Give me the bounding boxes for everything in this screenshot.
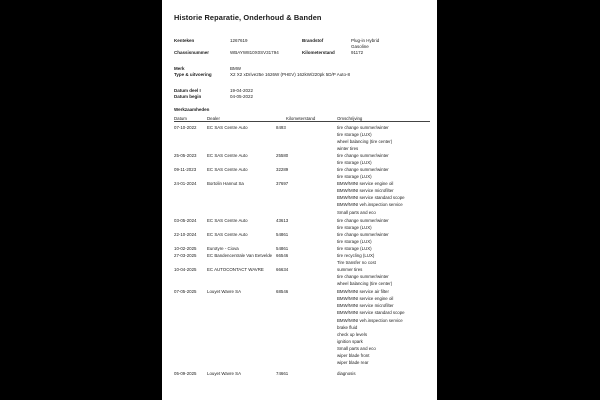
kenteken-label: Kenteken [174,38,195,43]
row-description-item: BMW/MINI service engine oil [337,181,394,186]
row-date: 24-01-2024 [174,181,197,186]
row-dealer: EC Bandencentrale Van Eetvelde [207,253,273,258]
row-description-item: wiper blade front [337,353,370,359]
km-label: Kilometerstand [302,50,335,55]
brandstof-label: Brandstof [302,38,324,43]
row-description-item: BMW/MINI veh.inspection service [337,202,403,208]
brandstof-value-2: Gasoline [351,44,369,49]
row-date: 10-02-2025 [174,246,197,251]
row-dealer: Eurotyre - Ciova [207,246,239,251]
row-dealer: EC SAS Centre Auto [207,218,248,223]
row-date: 03-05-2024 [174,218,197,223]
row-description-item: brake fluid [337,324,358,330]
row-description-item: BMW/MINI service standard scope [337,195,405,201]
km-value: 91172 [351,50,364,55]
row-description-list [337,253,376,267]
row-date: 27-03-2025 [174,253,197,258]
row-description-list [337,232,389,246]
row-description-item: wiper blade rear [337,360,369,366]
row-dealer: EC SAS Centre Auto [207,167,248,172]
row-description-item: tire recycling (LUX) [337,253,375,258]
datum-deel-value: 19-04-2022 [230,88,254,93]
row-description-item: wheel balancing (tire center) [337,281,393,287]
report-page: Historie Reparatie, Onderhoud & Banden Kenteken 1267619 Chassisnummer WBAYW810X0SV31794 Brandstof Plug-in Hybrid Gasoline Kilometerstand 91172 Merk BMW Type & uitvoering X2 X2 xDrive25e 1626W (PHEV) 162kW/220pk 5D/P Auto-8 Datum deel I 19-04-2022 Datum begin 04-05-2022 Werkzaamheden Datum Dealer Kilometerstand Omschrijving 07-10-2022 EC SAS Centre Auto 8493 tire change summer/winter tire storage (LUX) wheel balancing (tire center) winter tires 25-05-2023 EC SAS Centre Auto 25580 tire change summer/winter tire storage (LUX) 09-11-2023 EC SAS Centre Auto 32289 tire change summer/winter tire storage (LUX) 24-01-2024 Bortolin Hannut Sa 37697 BMW/MINI service engine oil BMW/MINI service microfilter BMW/MINI service standard scope BMW/MINI veh.inspection service Small parts and eco 03-05-2024 EC SAS Centre Auto 43613 tire change summer/winter tire storage (LUX) 22-10-2024 EC SAS Centre Auto 54861 tire change summer/winter tire storage (LUX) 10-02-2025 Eurotyre - Ciova 54861 tire storage (LUX) 27-03-2025 EC Bandencentrale Van Eetvelde 66546 tire recycling (LUX) Tire transfer no cost 10-04-2025 EC AUTOCONTACT WAVRE 66634 summer tires tire change summer/winter wheel balancing (tire center) 07-05-2025 Louyet Wavre SA 68546 BMW/MINI service air filter BMW/MINI service engine oil BMW/MINI service microfilter BMW/MINI service standard scope BMW/MINI veh.inspection service brake fluid check up levels ignition spark Small parts and eco wiper blade front wiper blade rear 05-09-2025 Louyet Wavre SA 74661 diagnosis [162,0,437,400]
chassis-label: Chassisnummer [174,50,210,55]
row-dealer: Louyet Wavre SA [207,371,242,376]
row-dealer: EC SAS Centre Auto [207,125,248,130]
row-dealer: EC SAS Centre Auto [207,232,248,237]
datum-begin-label: Datum begin [174,94,202,99]
row-description-list [337,125,392,154]
type-value: X2 X2 xDrive25e 1626W (PHEV) 162kW/220pk 5D/P Auto-8 [230,72,350,77]
col-header-dealer: Dealer [207,116,220,121]
row-description-item: BMW/MINI service microfilter [337,188,394,194]
row-description-item: Small parts and eco [337,209,376,215]
row-description-list [337,267,392,288]
row-description-item: tire change summer/winter [337,153,389,158]
row-description-list [337,218,389,232]
datum-begin-value: 04-05-2022 [230,94,254,99]
row-description-item: ignition spark [337,338,363,344]
brandstof-value-1: Plug-in Hybrid [351,38,380,43]
row-description-list [337,167,389,181]
row-description-item: tire change summer/winter [337,232,389,237]
row-dealer: EC SAS Centre Auto [207,153,248,158]
row-description-item: tire storage (LUX) [337,160,372,166]
chassis-value: WBAYW810X0SV31794 [230,50,279,55]
row-dealer: Bortolin Hannut Sa [207,181,244,186]
merk-label: Merk [174,66,185,71]
row-dealer: Louyet Wavre SA [207,289,242,294]
row-description-list [337,289,405,368]
kenteken-value: 1267619 [230,38,248,43]
row-description-item: wheel balancing (tire center) [337,139,393,145]
header-divider [174,121,430,122]
col-header-date: Datum [174,116,187,121]
col-header-km: Kilometerstand [286,116,316,121]
row-description-item: Small parts and eco [337,346,376,352]
row-description-item: tire change summer/winter [337,125,389,130]
row-description-item: summer tires [337,267,363,272]
row-date: 07-10-2022 [174,125,197,130]
datum-deel-label: Datum deel I [174,88,201,93]
row-description-item: BMW/MINI service engine oil [337,296,394,302]
row-dealer: EC AUTOCONTACT WAVRE [207,267,264,272]
row-date: 22-10-2024 [174,232,197,237]
row-description-item: tire storage (LUX) [337,246,372,251]
row-description-item: tire change summer/winter [337,218,389,223]
row-description-item: tire storage (LUX) [337,174,372,180]
row-description-item: BMW/MINI service microfilter [337,303,394,309]
row-date: 07-05-2025 [174,289,197,294]
row-description-item: Tire transfer no cost [337,260,376,266]
row-description-list [337,181,405,217]
row-description-item: tire storage (LUX) [337,239,372,245]
row-description-item: winter tires [337,146,359,152]
row-description-list [337,153,389,167]
row-description-item: tire change summer/winter [337,167,389,172]
row-date: 05-09-2025 [174,371,197,376]
page-title: Historie Reparatie, Onderhoud & Banden [174,13,322,22]
row-description-item: check up levels [337,331,368,337]
row-description-item: BMW/MINI service air filter [337,289,389,294]
row-date: 10-04-2025 [174,267,197,272]
row-date: 09-11-2023 [174,167,197,172]
section-title: Werkzaamheden [174,107,210,112]
row-description-item: BMW/MINI service standard scope [337,310,405,316]
row-description-item: diagnosis [337,371,356,376]
row-description-item: tire change summer/winter [337,274,389,280]
row-description-item: tire storage (LUX) [337,225,372,231]
col-header-desc: Omschrijving [337,116,363,121]
row-date: 25-05-2023 [174,153,197,158]
type-label: Type & uitvoering [174,72,212,77]
merk-value: BMW [230,66,241,71]
row-description-item: tire storage (LUX) [337,132,372,138]
row-description-item: BMW/MINI veh.inspection service [337,317,403,323]
row-description-list [337,371,356,378]
